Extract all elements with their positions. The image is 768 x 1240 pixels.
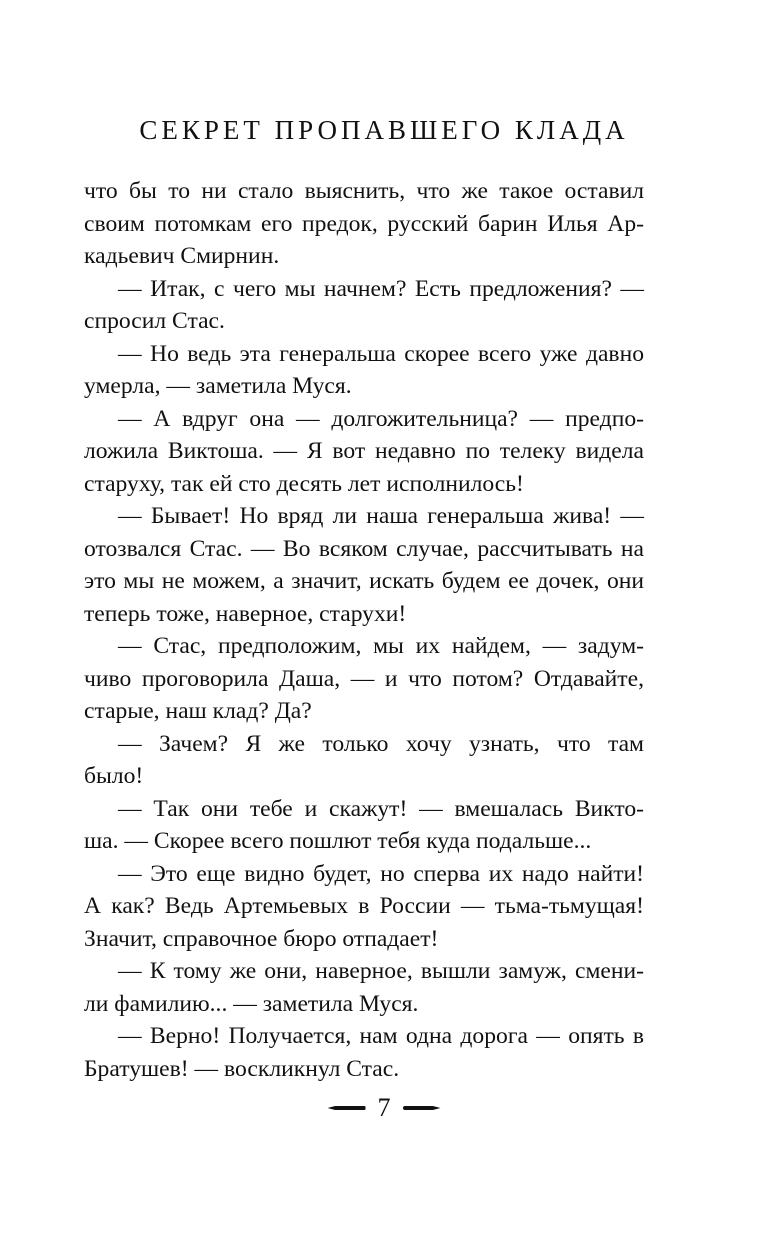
text-line: это мы не можем, а значит, искать будем ее дочек, они [84, 568, 644, 594]
text-line: старуху, так ей сто десять лет исполнилось! [84, 470, 524, 497]
text-line: — Это еще видно будет, но сперва их надо найти! [118, 860, 644, 887]
text-line: что бы то ни стало выяснить, что же такое оставил [84, 178, 644, 204]
text-line: отозвался Стас. — Во всяком случае, рассчитывать на [84, 535, 644, 562]
text-line: было! [84, 763, 144, 789]
text-line: — Так они тебе и скажут! — вмешалась Викто- [118, 795, 644, 822]
text-line: Значит, справочное бюро отпадает! [84, 925, 439, 952]
page-folio [0, 1093, 768, 1123]
text-line: спросил Стас. [84, 308, 225, 334]
text-line: теперь тоже, наверное, старухи! [84, 600, 407, 627]
text-line: умерла, — заметила Муся. [84, 373, 352, 399]
text-line: чиво проговорила Даша, — и что потом? Отдавайте, [84, 665, 644, 692]
text-line: — Зачем? Я же только хочу узнать, что там [118, 730, 644, 757]
text-line: — Бывает! Но вряд ли наша генеральша жива! — [118, 503, 644, 529]
text-line: старые, наш клад? Да? [84, 698, 312, 724]
text-line: А как? Ведь Артемьевых в России — тьма-тьмущая! [84, 893, 644, 919]
body-text [84, 175, 644, 1085]
text-line: — Верно! Получается, нам одна дорога — опять в [118, 1023, 644, 1049]
page-number: 7 [377, 1093, 391, 1122]
running-head: СЕКРЕТ ПРОПАВШЕГО КЛАДА [139, 115, 629, 145]
text-line: — А вдруг она — долгожительница? — предпо- [118, 405, 644, 432]
text-line: ли фамилию... — заметила Муся. [84, 990, 419, 1017]
text-line: — Стас, предположим, мы их найдем, — задум- [118, 633, 644, 659]
text-line: — К тому же они, наверное, вышли замуж, смени- [118, 958, 644, 984]
text-line: Братушев! — воскликнул Стас. [84, 1055, 400, 1082]
text-line: ложила Виктоша. — Я вот недавно по телеку видела [84, 438, 644, 464]
text-line: ша. — Скорее всего пошлют тебя куда подальше... [84, 828, 592, 854]
folio-ornament-left [328, 1106, 366, 1110]
text-line: — Но ведь эта генеральша скорее всего уже давно [118, 340, 644, 367]
folio-ornament-right [403, 1106, 441, 1110]
text-line: кадьевич Смирнин. [84, 243, 280, 269]
text-line: — Итак, с чего мы начнем? Есть предложения? — [118, 275, 644, 302]
text-line: своим потомкам его предок, русский барин Илья Ар- [84, 210, 644, 237]
